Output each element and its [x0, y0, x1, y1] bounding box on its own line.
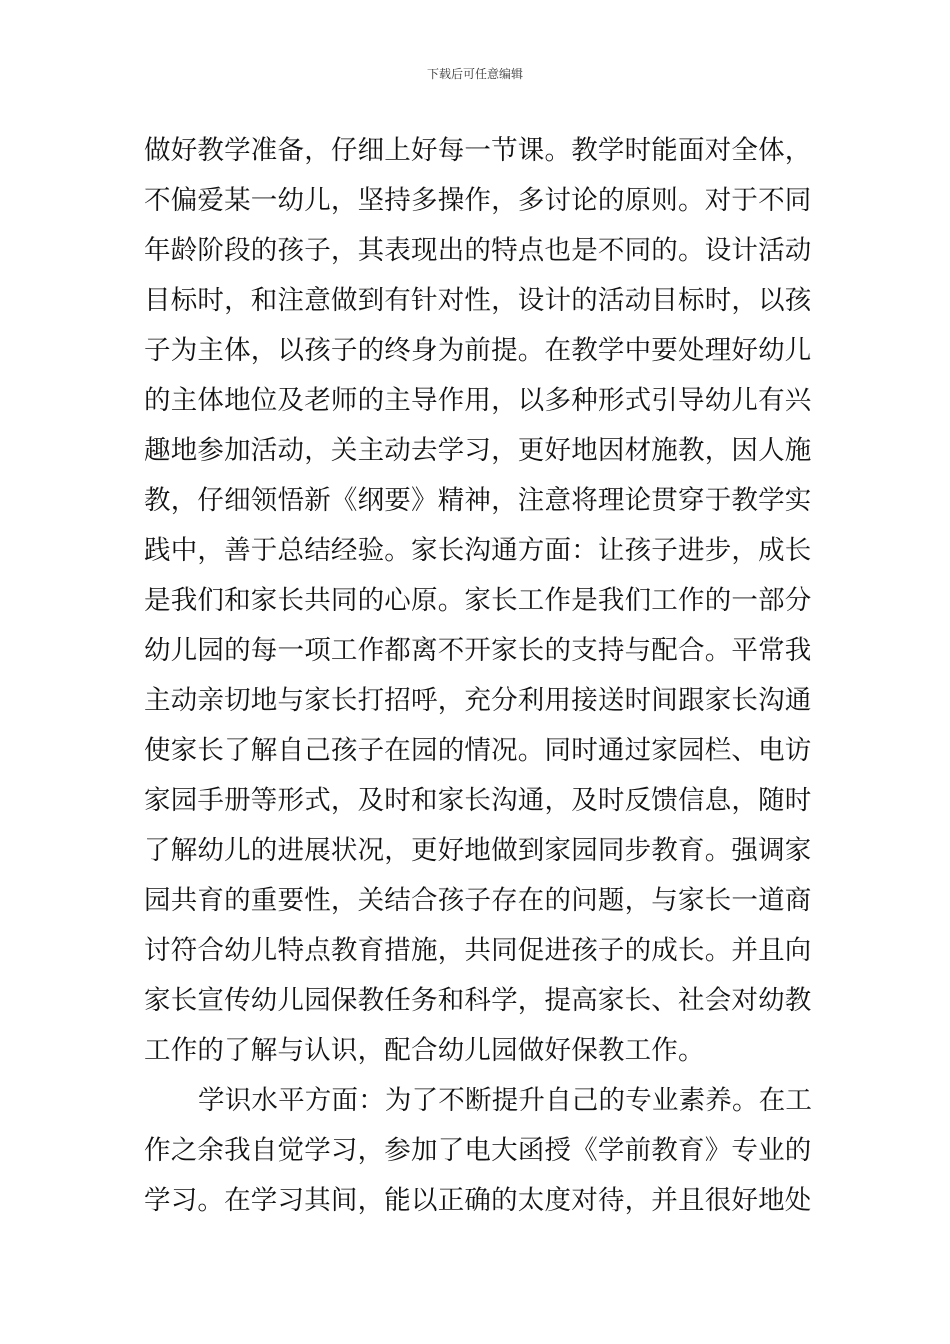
text-line: 幼儿园的每一项工作都离不开家长的支持与配合。平常我 — [144, 635, 812, 666]
text-line: 主动亲切地与家长打招呼，充分利用接送时间跟家长沟通 — [144, 685, 812, 716]
paragraph-start-line: 学识水平方面：为了不断提升自己的专业素养。在工 — [198, 1085, 813, 1116]
text-line: 教，仔细领悟新《纲要》精神，注意将理论贯穿于教学实 — [144, 485, 812, 516]
page-header: 下载后可任意编辑 — [426, 67, 523, 81]
text-line: 园共育的重要性，关结合孩子存在的问题，与家长一道商 — [144, 885, 812, 916]
text-line: 子为主体，以孩子的终身为前提。在教学中要处理好幼儿 — [144, 335, 812, 366]
text-line: 使家长了解自己孩子在园的情况。同时通过家园栏、电访 — [144, 735, 812, 766]
text-line: 年龄阶段的孩子，其表现出的特点也是不同的。设计活动 — [144, 235, 812, 266]
document-body — [144, 126, 824, 1226]
text-line: 践中，善于总结经验。家长沟通方面：让孩子进步，成长 — [144, 535, 812, 566]
text-line: 作之余我自觉学习，参加了电大函授《学前教育》专业的 — [144, 1135, 812, 1166]
text-line: 家园手册等形式，及时和家长沟通，及时反馈信息，随时 — [144, 785, 812, 816]
text-line: 讨符合幼儿特点教育措施，共同促进孩子的成长。并且向 — [144, 935, 812, 966]
text-line: 的主体地位及老师的主导作用，以多种形式引导幼儿有兴 — [144, 385, 812, 416]
text-line: 学习。在学习其间，能以正确的太度对待，并且很好地处 — [144, 1185, 812, 1216]
text-line: 趣地参加活动，关主动去学习，更好地因材施教，因人施 — [144, 435, 812, 466]
text-line: 目标时，和注意做到有针对性，设计的活动目标时，以孩 — [144, 285, 812, 316]
text-line: 做好教学准备，仔细上好每一节课。教学时能面对全体， — [144, 135, 812, 166]
text-line: 工作的了解与认识，配合幼儿园做好保教工作。 — [144, 1035, 705, 1066]
text-line: 家长宣传幼儿园保教任务和科学，提高家长、社会对幼教 — [144, 985, 812, 1016]
text-line: 不偏爱某一幼儿，坚持多操作，多讨论的原则。对于不同 — [144, 185, 812, 216]
text-line: 是我们和家长共同的心原。家长工作是我们工作的一部分 — [144, 585, 812, 616]
text-line: 了解幼儿的进展状况，更好地做到家园同步教育。强调家 — [144, 835, 812, 866]
